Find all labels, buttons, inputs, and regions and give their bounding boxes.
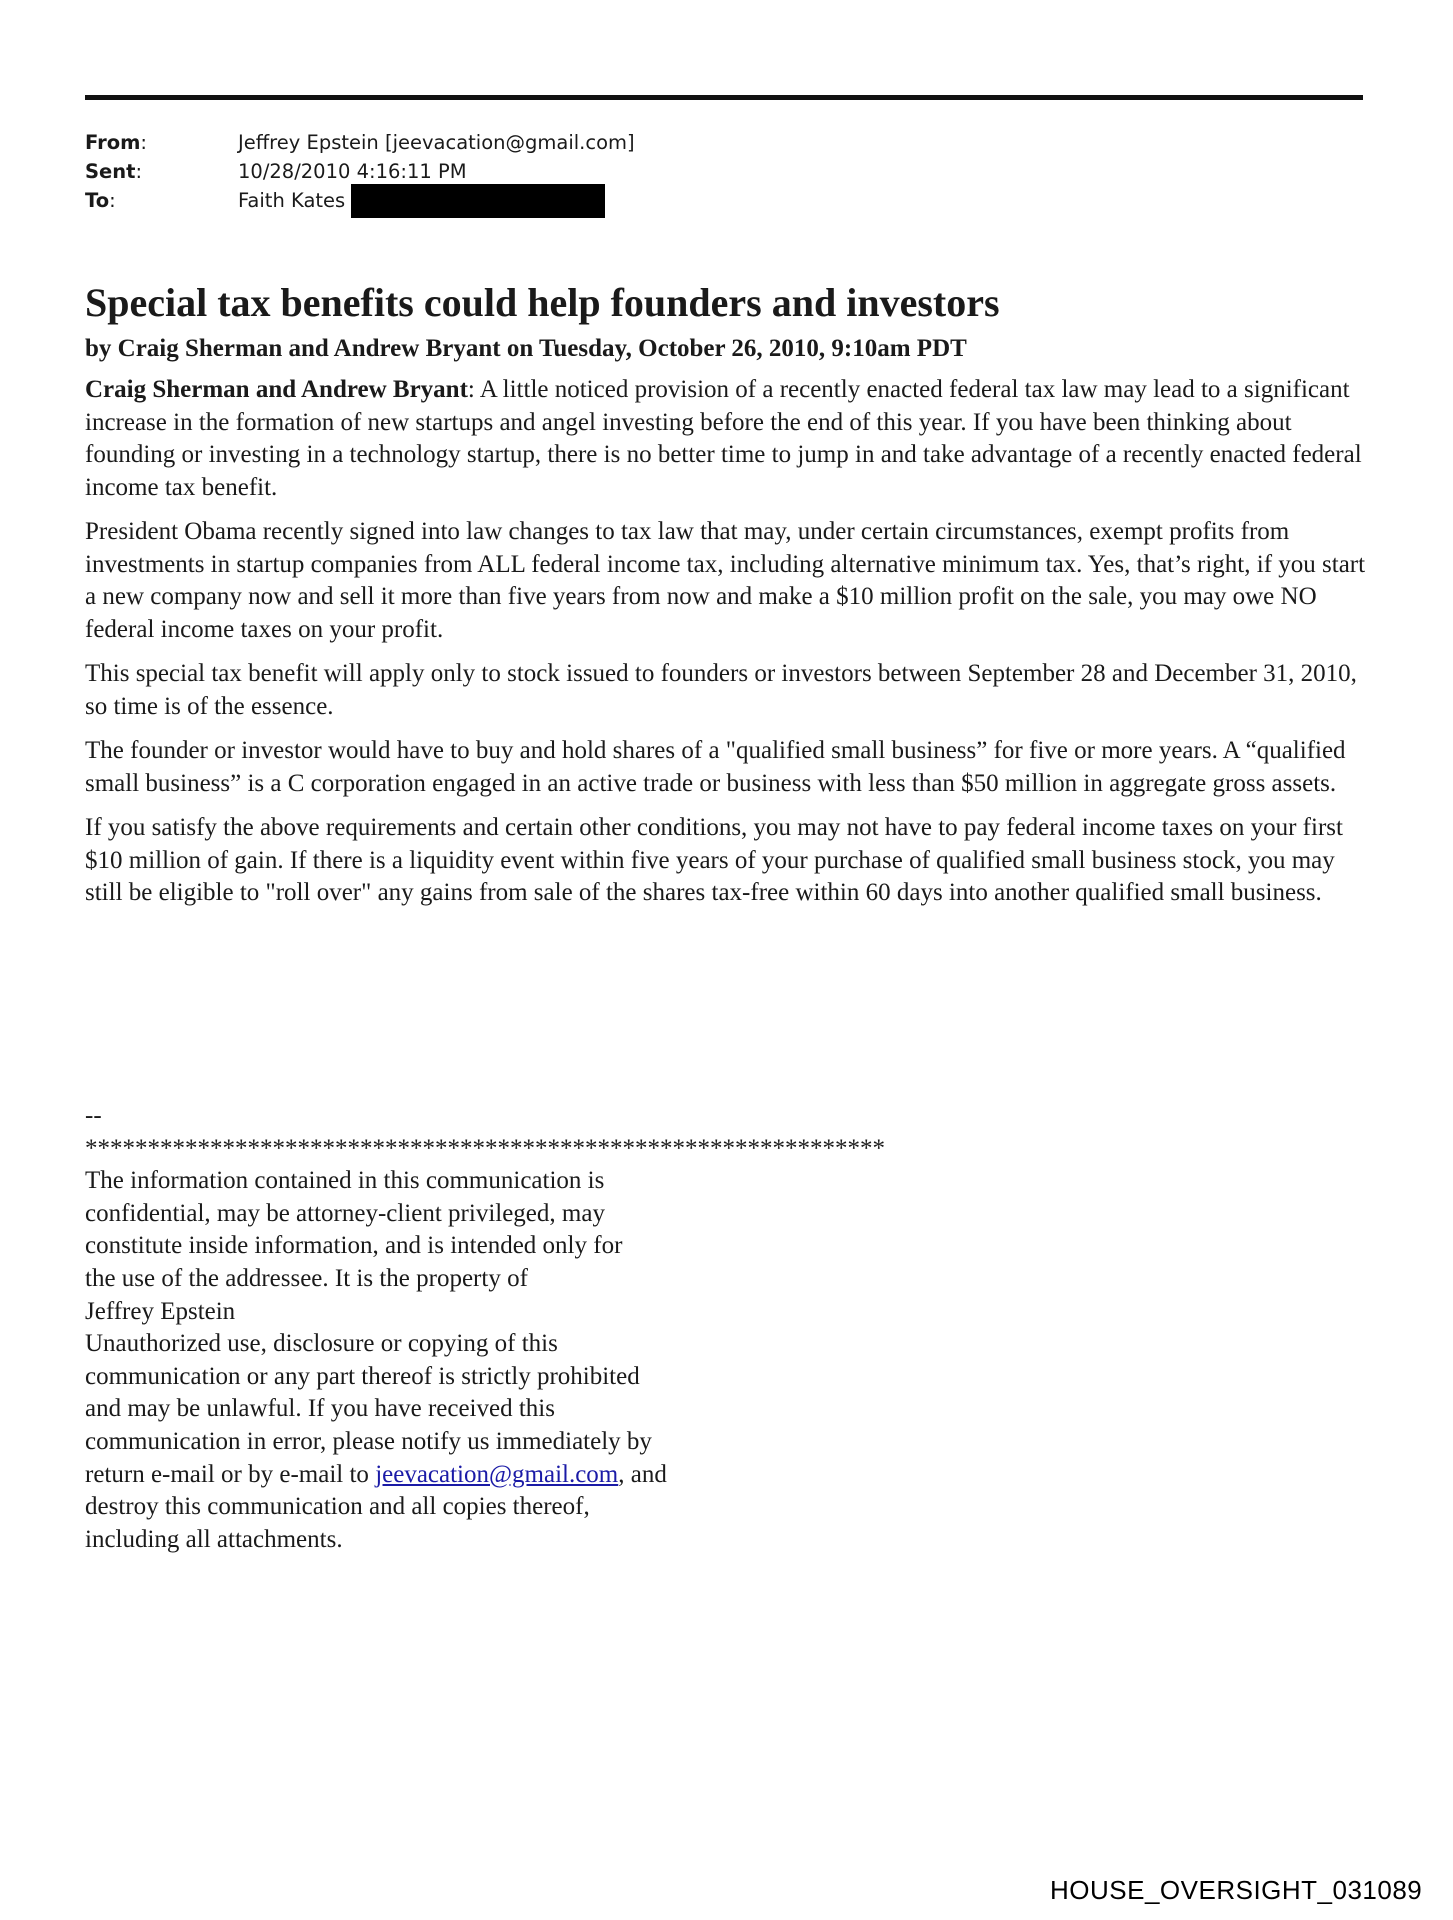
article-paragraph: President Obama recently signed into law changes to tax law that may, under certain circumstances, exempt profits from investments in startup companies from ALL federal income tax, including alternative minimum tax. Yes, that’s right, if you start a new company now and sell it more than five years from now and make a $10 million profit on the sale, you may owe NO federal income taxes on your profit. <box>85 518 1366 643</box>
disclaimer-line: constitute inside information, and is intended only for <box>85 1232 623 1260</box>
article-body <box>85 278 1375 910</box>
sent-label: Sent <box>85 160 136 183</box>
from-value: Jeffrey Epstein [jeevacation@gmail.com] <box>238 131 635 154</box>
article-paragraph: If you satisfy the above requirements and certain other conditions, you may not have to pay federal income taxes on your first $10 million of gain. If there is a liquidity event within five years of your purchase of qualified small business stock, you may still be eligible to "roll over" any gains from sale of the shares tax-free within 60 days into another qualified small business. <box>85 814 1343 906</box>
disclaimer-line: communication in error, please notify us immediately by <box>85 1427 652 1455</box>
bates-number: HOUSE_OVERSIGHT_031089 <box>1050 1875 1423 1905</box>
asterisk-divider: **************************************************************** <box>85 1134 885 1162</box>
return-email-suffix: , and <box>618 1460 667 1488</box>
disclaimer-line: The information contained in this communication is <box>85 1167 605 1195</box>
header-divider <box>85 95 1363 100</box>
article-paragraph: The founder or investor would have to buy and hold shares of a "qualified small business” for five or more years. A “qualified small business” is a C corporation engaged in an active trade or business with less than $50 million in aggregate gross assets. <box>85 737 1346 797</box>
disclaimer-line: communication or any part thereof is strictly prohibited <box>85 1362 640 1390</box>
disclaimer-line-with-email <box>85 1459 885 1492</box>
lead-paragraph-text: : A little noticed provision of a recently enacted federal tax law may lead to a significant increase in the formation of new startups and angel investing before the end of this year. If you have been thinking about founding or investing in a technology startup, there is no better time to jump in and take advantage of a recently enacted federal income tax benefit. <box>85 376 1362 501</box>
lead-paragraph <box>85 374 1375 504</box>
from-row: From: Jeffrey Epstein [jeevacation@gmail.com] <box>85 128 635 157</box>
to-row: To: Faith Kates <box>85 186 635 215</box>
from-label: From <box>85 131 141 154</box>
disclaimer-line: confidential, may be attorney-client privileged, may <box>85 1199 605 1227</box>
confidentiality-footer <box>85 1100 885 1556</box>
disclaimer-line: Jeffrey Epstein <box>85 1297 236 1325</box>
disclaimer-line: destroy this communication and all copies thereof, <box>85 1493 590 1521</box>
disclaimer-line: Unauthorized use, disclosure or copying of this <box>85 1330 558 1358</box>
return-email-prefix: return e-mail or by e-mail to <box>85 1460 376 1488</box>
to-label: To <box>85 189 110 212</box>
email-link[interactable]: jeevacation@gmail.com <box>375 1460 619 1488</box>
disclaimer-line: and may be unlawful. If you have received this <box>85 1395 555 1423</box>
article-byline: by Craig Sherman and Andrew Bryant on Tuesday, October 26, 2010, 9:10am PDT <box>85 335 967 362</box>
signature-separator: -- <box>85 1102 102 1129</box>
lead-author-names: Craig Sherman and Andrew Bryant <box>85 376 468 403</box>
article-paragraph: This special tax benefit will apply only to stock issued to founders or investors between September 28 and December 31, 2010, so time is of the essence. <box>85 660 1357 720</box>
disclaimer-line: including all attachments. <box>85 1525 343 1553</box>
sent-value: 10/28/2010 4:16:11 PM <box>238 160 467 183</box>
disclaimer-line: the use of the addressee. It is the property of <box>85 1264 528 1292</box>
to-value: Faith Kates <box>238 189 346 212</box>
sent-row: Sent: 10/28/2010 4:16:11 PM <box>85 157 635 186</box>
redaction-box <box>351 184 605 218</box>
email-header <box>85 128 635 215</box>
article-headline: Special tax benefits could help founders and investors <box>85 280 1000 325</box>
